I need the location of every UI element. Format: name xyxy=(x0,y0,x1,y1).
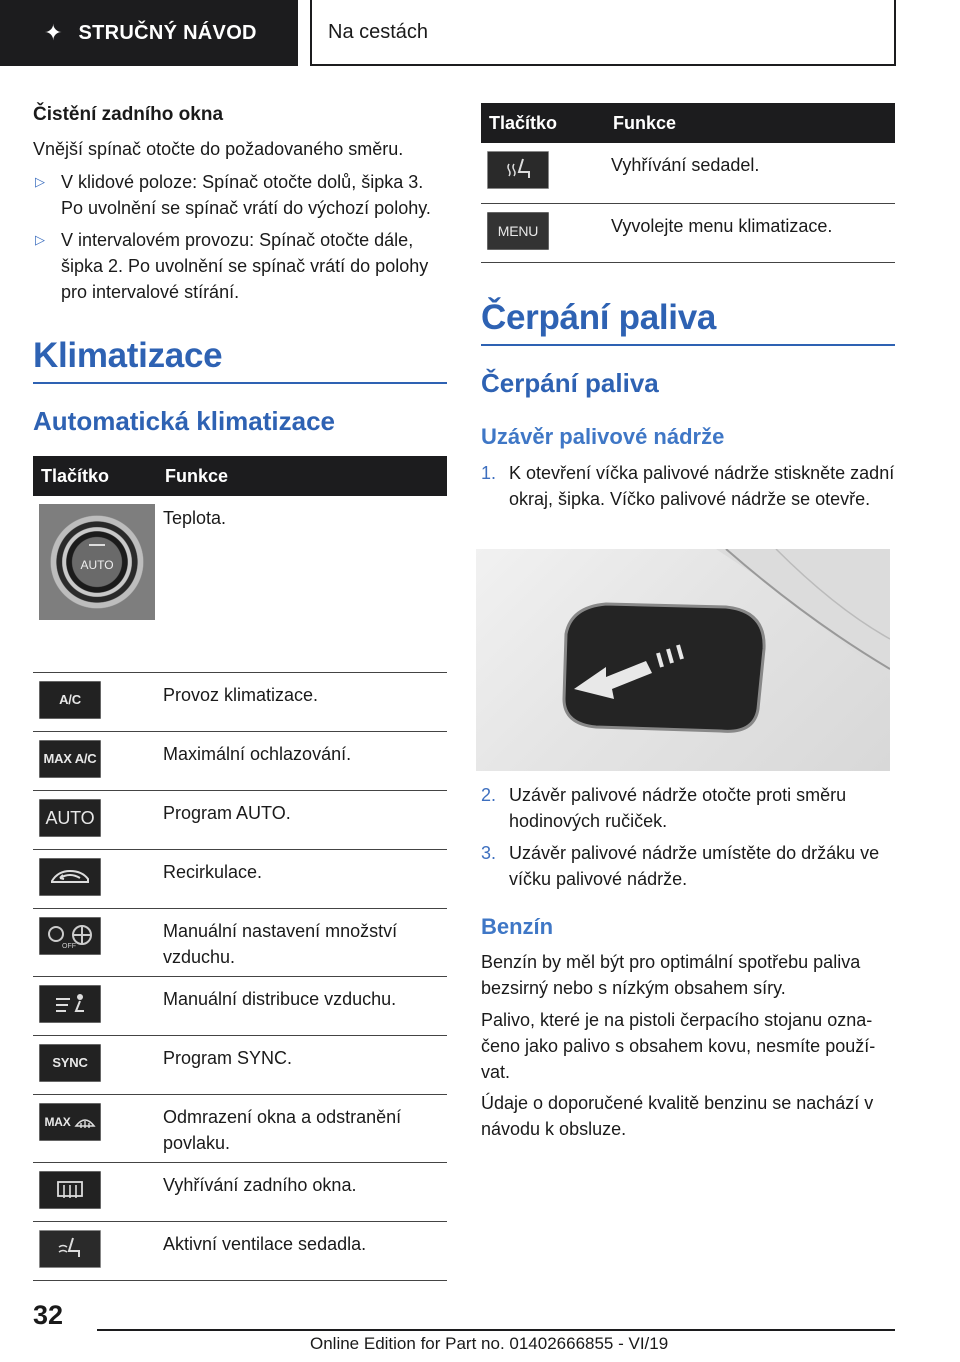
climate-buttons-table xyxy=(33,456,447,1281)
list-item xyxy=(33,227,447,305)
function-text: Vyhřívání zadního okna. xyxy=(157,1162,447,1221)
table-row xyxy=(33,908,447,976)
auto-program-button-icon: AUTO xyxy=(39,799,101,837)
column-header-function: Funkce xyxy=(157,456,447,496)
paragraph: Údaje o doporučené kvalitě benzinu se nachází v návodu k obsluze. xyxy=(481,1093,874,1139)
function-text: Maximální ochlazování. xyxy=(157,731,447,790)
table-row xyxy=(481,143,895,203)
function-text: Program AUTO. xyxy=(157,790,447,849)
step-text: Uzávěr palivové nádrže otočte proti směru hodinových ručiček. xyxy=(509,785,847,831)
function-text: Teplota. xyxy=(157,496,447,672)
step-number: 1. xyxy=(481,463,497,483)
function-text: Provoz klimatizace. xyxy=(157,672,447,731)
list-item-text: V intervalovém provozu: Spínač otočte dále, šipka 2. Po uvolnění se spínač vrátí do polohy pro intervalové stírání. xyxy=(61,230,429,302)
column-header-function: Funkce xyxy=(605,103,895,143)
rear-defrost-button-icon xyxy=(39,1171,101,1209)
fuel-flap-image xyxy=(476,549,890,771)
quick-guide-icon: ✦ xyxy=(44,20,63,45)
petrol-heading: Benzín xyxy=(481,914,554,939)
fuel-cap-heading: Uzávěr palivové nádrže xyxy=(481,424,725,449)
seat-heating-button-icon xyxy=(487,151,549,189)
paragraph: Benzín by měl být pro optimální spotřebu paliva bezsirný nebo s nízkým obsahem síry. xyxy=(481,952,861,998)
paragraph: Palivo, které je na pistoli čerpacího stojanu označeno jako palivo s obsahem kovu, nesmíte používat. xyxy=(481,1010,876,1082)
svg-text:OFF: OFF xyxy=(62,942,76,950)
function-text: Manuální nastavení množství vzduchu. xyxy=(157,908,447,976)
section-label: STRUČNÝ NÁVOD xyxy=(78,21,257,44)
function-text: Recirkulace. xyxy=(157,849,447,908)
section-heading-klimatizace: Klimatizace xyxy=(33,336,447,384)
table-row xyxy=(33,790,447,849)
step-text: K otevření víčka palivové nádrže stiskněte zadní okraj, šipka. Víčko palivové nádrže se otevře. xyxy=(509,463,895,509)
subsection-heading: Čerpání paliva xyxy=(481,368,659,398)
bullet-triangle-icon: ▷ xyxy=(35,174,45,189)
step-number: 2. xyxy=(481,785,497,805)
climate-buttons-table-continued xyxy=(481,103,895,263)
table-row xyxy=(33,731,447,790)
page-number: 32 xyxy=(33,1300,64,1330)
column-header-button: Tlačítko xyxy=(481,103,605,143)
list-item xyxy=(33,169,447,221)
subsection-heading: Automatická klimatizace xyxy=(33,406,336,436)
footer-divider xyxy=(97,1329,895,1331)
table-row xyxy=(481,203,895,262)
fan-speed-button-icon xyxy=(39,917,101,955)
rear-wiper-text: Vnější spínač otočte do požadovaného směru. xyxy=(33,139,404,159)
chapter-label: Na cestách xyxy=(328,20,429,43)
function-text: Vyhřívání sedadel. xyxy=(605,143,895,203)
step-text: Uzávěr palivové nádrže umístěte do držáku ve víčku palivové nádrže. xyxy=(509,843,880,889)
list-item xyxy=(481,782,895,834)
list-item xyxy=(481,460,895,512)
function-text: Odmrazení okna a odstranění povlaku. xyxy=(157,1094,447,1162)
max-ac-button-icon: MAX A/C xyxy=(39,740,101,778)
recirculation-button-icon xyxy=(39,858,101,896)
function-text: Vyvolejte menu klimatizace. xyxy=(605,203,895,262)
max-defrost-button-icon: MAX xyxy=(39,1103,101,1141)
table-row xyxy=(33,496,447,672)
table-row xyxy=(33,1162,447,1221)
function-text: Program SYNC. xyxy=(157,1035,447,1094)
column-header-button: Tlačítko xyxy=(33,456,157,496)
rear-wiper-heading: Čistění zadního okna xyxy=(33,104,224,125)
section-tab[interactable] xyxy=(0,0,298,66)
table-row xyxy=(33,1035,447,1094)
chapter-tab[interactable] xyxy=(310,0,896,66)
function-text: Manuální distribuce vzduchu. xyxy=(157,976,447,1035)
function-text: Aktivní ventilace sedadla. xyxy=(157,1221,447,1280)
temperature-knob-icon: AUTO xyxy=(39,504,155,620)
ac-button-icon: A/C xyxy=(39,681,101,719)
menu-button-icon: MENU xyxy=(487,212,549,250)
table-row xyxy=(33,1094,447,1162)
sync-button-icon: SYNC xyxy=(39,1044,101,1082)
section-heading-fuel: Čerpání paliva xyxy=(481,298,895,346)
table-row xyxy=(33,672,447,731)
air-distribution-button-icon xyxy=(39,985,101,1023)
step-number: 3. xyxy=(481,843,497,863)
seat-ventilation-button-icon xyxy=(39,1230,101,1268)
table-row xyxy=(33,849,447,908)
list-item xyxy=(481,840,895,892)
list-item-text: V klidové poloze: Spínač otočte dolů, šipka 3. Po uvolnění se spínač vrátí do výchozí polohy. xyxy=(61,172,431,218)
table-row xyxy=(33,1221,447,1280)
edition-text: Online Edition for Part no. 01402666855 - VI/19 xyxy=(310,1334,669,1353)
table-row xyxy=(33,976,447,1035)
bullet-triangle-icon: ▷ xyxy=(35,232,45,247)
